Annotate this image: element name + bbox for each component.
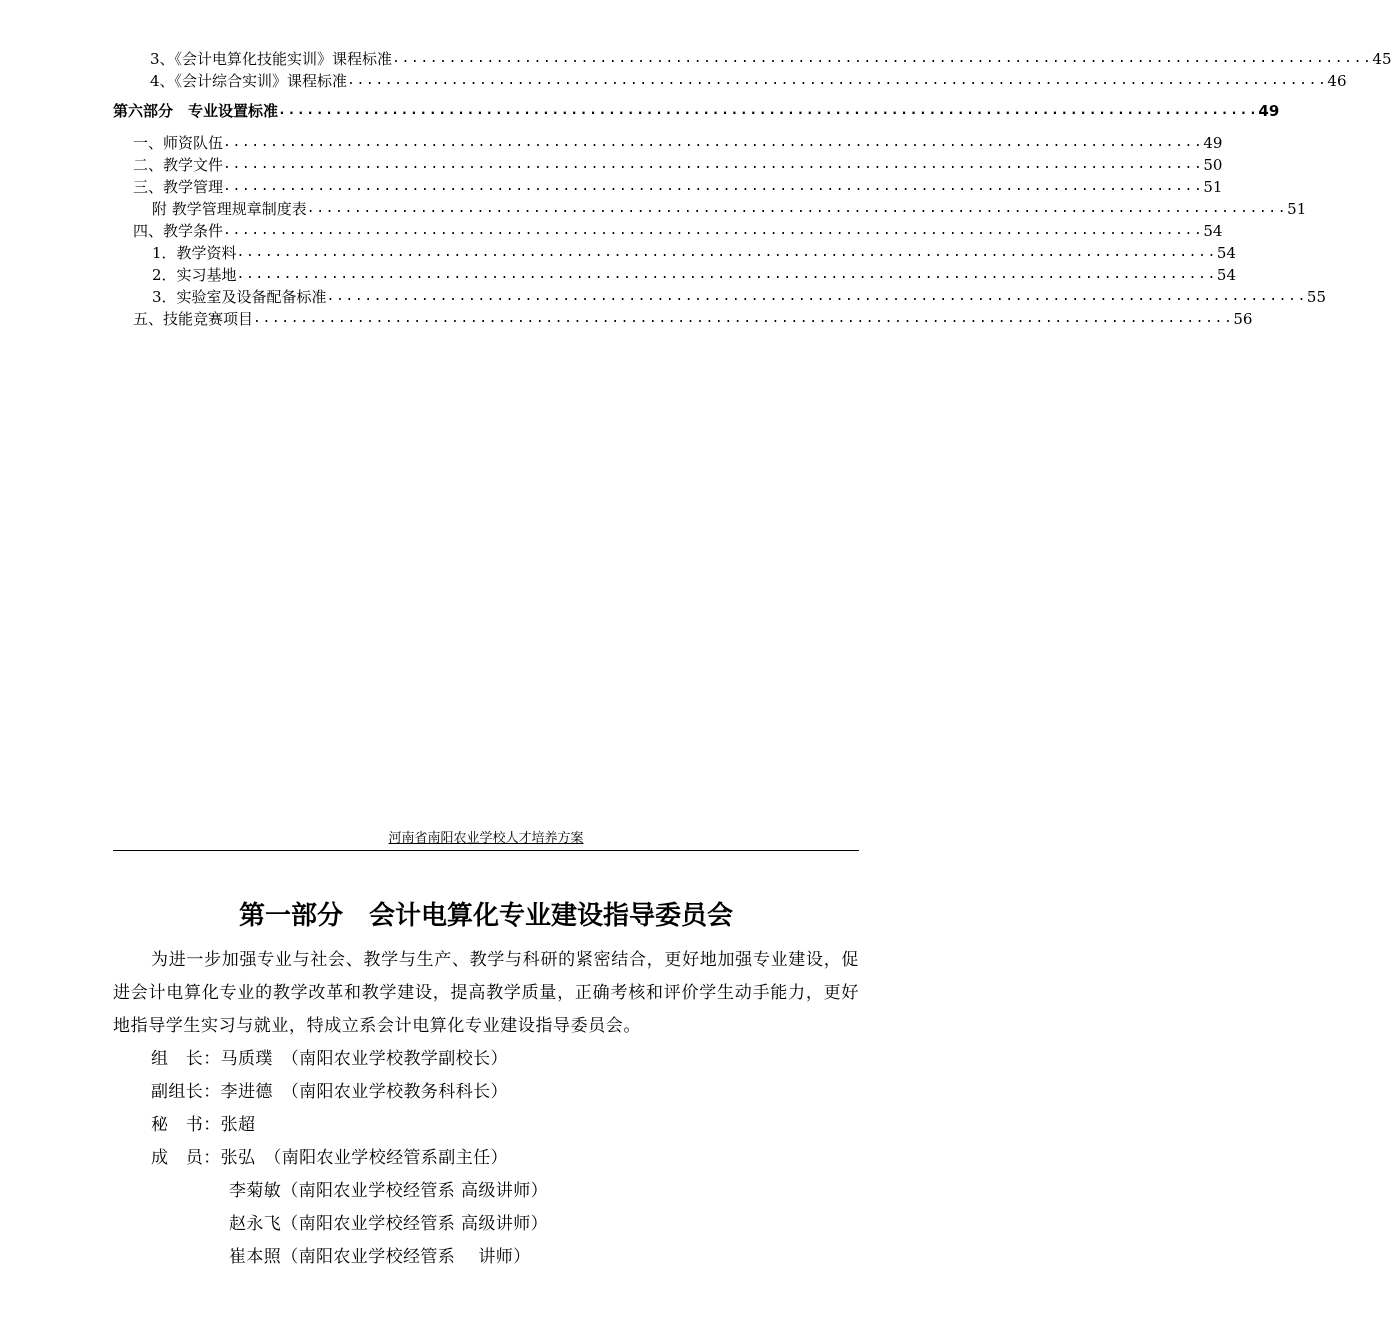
toc-entry[interactable] [150, 48, 1392, 70]
toc-entry[interactable] [150, 70, 1347, 92]
toc-leader: ........................................................................................................ [223, 135, 1204, 150]
toc-entry-title: 二、教学文件 [133, 156, 224, 174]
toc-leader: ........................................................................................................ [306, 201, 1288, 216]
toc-leader: ........................................................................................................ [223, 223, 1204, 238]
toc-leader: ........................................................................................................ [392, 51, 1373, 66]
toc-entry[interactable] [152, 264, 1237, 286]
toc-entry-page: 50 [1203, 156, 1223, 174]
toc-part-entry[interactable] [113, 100, 1280, 122]
toc-entry-page: 51 [1203, 178, 1223, 196]
member-line-secretary: 秘 书：张超 [151, 1115, 256, 1135]
toc-leader: ........................................................................................................ [326, 289, 1307, 304]
member-line: 李菊敏（南阳农业学校经管系 高级讲师） [229, 1181, 549, 1201]
toc-entry-title: 第六部分 专业设置标准 [113, 102, 279, 120]
toc-entry[interactable] [133, 176, 1223, 198]
toc-entry-page: 55 [1306, 288, 1327, 306]
toc-leader: ........................................................................................................ [236, 245, 1217, 260]
toc-leader: ........................................................................................................ [223, 179, 1204, 194]
toc-entry-title: 附 教学管理规章制度表 [152, 200, 307, 218]
toc-entry-title: 2．实习基地 [152, 266, 237, 284]
toc-entry-title: 3、《会计电算化技能实训》课程标准 [150, 50, 393, 68]
toc-entry-page: 56 [1233, 310, 1253, 328]
toc-entry-title: 一、师资队伍 [133, 134, 224, 152]
toc-entry-page: 46 [1327, 72, 1347, 90]
member-line: 赵永飞（南阳农业学校经管系 高级讲师） [229, 1214, 549, 1234]
toc-leader: ........................................................................................................ [223, 157, 1204, 172]
toc-entry[interactable] [133, 308, 1253, 330]
toc-entry[interactable] [152, 198, 1307, 220]
toc-entry-page: 49 [1258, 102, 1280, 120]
intro-paragraph: 为进一步加强专业与社会、教学与生产、教学与科研的紧密结合，更好地加强专业建设，促进会计电算化专业的教学改革和教学建设，提高教学质量，正确考核和评价学生动手能力，更好地指导学生实习与就业，特成立系会计电算化专业建设指导委员会。 [113, 950, 859, 1036]
toc-entry-title: 3．实验室及设备配备标准 [152, 288, 327, 306]
toc-leader: ........................................................................................................ [347, 73, 1328, 88]
toc-entry[interactable] [133, 220, 1223, 242]
member-line-deputy: 副组长：李进德 （南阳农业学校教务科科长） [151, 1082, 508, 1102]
running-header-text: 河南省南阳农业学校人才培养方案 [388, 831, 584, 846]
toc-entry[interactable] [152, 286, 1327, 308]
toc-leader: ........................................................................................................ [236, 267, 1217, 282]
toc-entry-title: 4、《会计综合实训》课程标准 [150, 72, 348, 90]
toc-entry-title: 1．教学资料 [152, 244, 237, 262]
toc-entry[interactable] [152, 242, 1237, 264]
member-line-members: 成 员：张弘 （南阳农业学校经管系副主任） [151, 1148, 508, 1168]
toc-leader: ........................................................................................................ [278, 103, 1259, 118]
toc-entry-page: 54 [1203, 222, 1223, 240]
toc-entry-page: 49 [1203, 134, 1223, 152]
toc-entry-page: 51 [1287, 200, 1307, 218]
toc-entry-page: 54 [1216, 266, 1237, 284]
member-line-leader: 组 长：马质璞 （南阳农业学校教学副校长） [151, 1049, 508, 1069]
toc-entry-page: 45 [1372, 50, 1392, 68]
toc-entry[interactable] [133, 154, 1223, 176]
member-line: 崔本照（南阳农业学校经管系 讲师） [229, 1247, 531, 1267]
toc-entry-title: 三、教学管理 [133, 178, 224, 196]
running-header [113, 829, 859, 851]
toc-entry-title: 四、教学条件 [133, 222, 224, 240]
toc-leader: ........................................................................................................ [253, 311, 1234, 326]
section-title: 第一部分 会计电算化专业建设指导委员会 [238, 901, 733, 931]
toc-entry-page: 54 [1216, 244, 1237, 262]
toc-entry-title: 五、技能竞赛项目 [133, 310, 254, 328]
toc-entry[interactable] [133, 132, 1223, 154]
